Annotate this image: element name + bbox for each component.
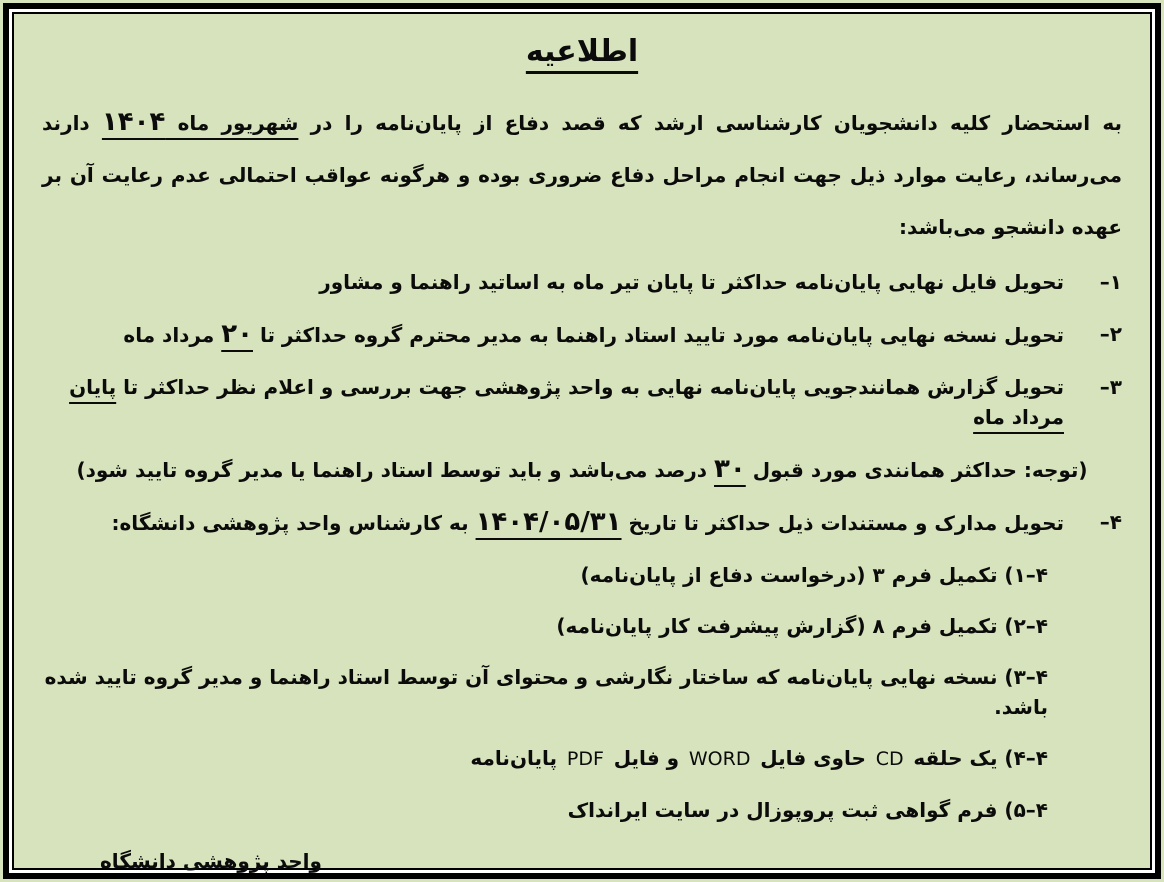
text-segment: ۴–۱) تکمیل فرم ۳ (درخواست دفاع از پایان‌نامه) [580, 563, 1048, 587]
text-segment: حاوی فایل [753, 746, 873, 770]
text-segment: و فایل [606, 746, 687, 770]
text-segment: دارند می‌رساند، رعایت موارد ذیل جهت انجام مراحل دفاع ضروری بوده و هرگونه عواقب احتمالی عدم رعایت آن بر عهده دانشجو می‌باشد: [42, 111, 1122, 239]
notice-subitem-4-1 [38, 560, 1126, 590]
text-segment: ۱۴۰۴/۰۵/۳۱ [475, 507, 622, 537]
item-2-text [42, 319, 1064, 350]
item-4-text [42, 507, 1064, 538]
text-segment: پایان مرداد ماه [69, 375, 1064, 429]
item-1-text [42, 267, 1064, 297]
text-segment: مرداد ماه [123, 323, 222, 347]
item-3-note [38, 454, 1126, 485]
page-title [38, 30, 1126, 76]
intro-paragraph [42, 96, 1122, 253]
text-segment: ۴–۳) نسخه نهایی پایان‌نامه که ساختار نگارشی و محتوای آن توسط استاد راهنما و مدیر گروه تایید شده باشد. [44, 665, 1048, 719]
text-segment: پایان‌نامه [470, 746, 565, 770]
text-segment: تحویل مدارک و مستندات ذیل حداکثر تا تاریخ [621, 511, 1064, 535]
notice-item-2 [42, 319, 1122, 350]
text-segment: PDF [566, 748, 604, 770]
notice-item-4 [42, 507, 1122, 538]
text-segment: ۲۰ [221, 319, 253, 349]
text-segment: ۴–۴) یک حلقه [906, 746, 1048, 770]
item-3-text [42, 372, 1064, 432]
text-segment: ۳۰ [714, 454, 746, 484]
text-segment: تحویل نسخه نهایی پایان‌نامه مورد تایید استاد راهنما به مدیر محترم گروه حداکثر تا [252, 323, 1064, 347]
notice-item-3 [42, 372, 1122, 432]
text-segment: شهریور ماه [165, 111, 299, 135]
item-1-number: ۱– [1099, 270, 1122, 294]
notice-subitem-4-3 [38, 662, 1126, 722]
text-segment: تحویل گزارش همانندجویی پایان‌نامه نهایی به واحد پژوهشی جهت بررسی و اعلام نظر حداکثر تا [116, 375, 1064, 399]
item-2-number: ۲– [1099, 322, 1122, 346]
text-segment: ۴–۵) فرم گواهی ثبت پروپوزال در سایت ایرانداک [567, 798, 1048, 822]
text-segment: ۴–۲) تکمیل فرم ۸ (گزارش پیشرفت کار پایان‌نامه) [556, 614, 1048, 638]
notice-subitem-4-2 [38, 611, 1126, 641]
notice-frame [3, 3, 1161, 879]
page-title-text: اطلاعیه [525, 34, 639, 69]
text-segment: ۱۴۰۴ [101, 107, 166, 137]
notice-card [12, 12, 1152, 873]
text-segment: WORD [688, 748, 751, 770]
text-segment: درصد می‌باشد و باید توسط استاد راهنما یا مدیر گروه تایید شود) [76, 458, 715, 482]
text-segment: CD [875, 748, 904, 770]
text-segment: تحویل فایل نهایی پایان‌نامه حداکثر تا پایان تیر ماه به اساتید راهنما و مشاور [319, 270, 1064, 294]
notice-item-1 [42, 267, 1122, 297]
text-segment: به استحضار کلیه دانشجویان کارشناسی ارشد که قصد دفاع از پایان‌نامه را در [298, 111, 1122, 135]
text-segment: به کارشناس واحد پژوهشی دانشگاه: [111, 511, 476, 535]
item-4-number: ۴– [1099, 510, 1122, 534]
notice-subitem-4-4 [38, 743, 1126, 774]
notice-subitem-4-5 [38, 795, 1126, 825]
item-3-number: ۳– [1099, 375, 1122, 399]
text-segment: (توجه: حداکثر همانندی مورد قبول [745, 458, 1088, 482]
footer-signature-text: واحد پژوهشی دانشگاه [100, 849, 322, 873]
footer-signature [38, 846, 1126, 882]
